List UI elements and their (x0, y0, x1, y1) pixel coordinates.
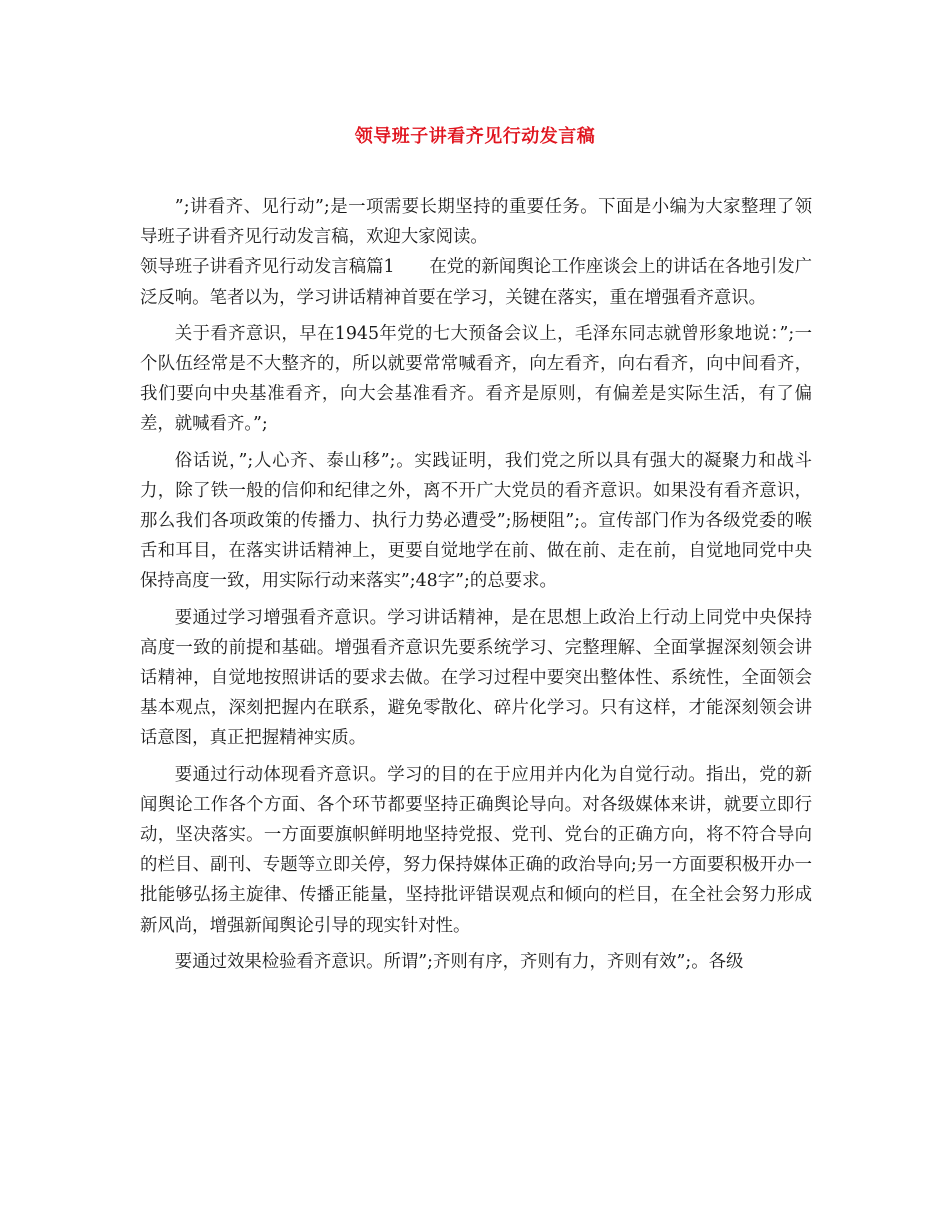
document-title: 领导班子讲看齐见行动发言稿 (354, 126, 596, 147)
paragraph-section-1: 领导班子讲看齐见行动发言稿篇1 在党的新闻舆论工作座谈会上的讲话在各地引发广泛反响。笔者以为，学习讲话精神首要在学习，关键在落实，重在增强看齐意识。 (140, 257, 812, 308)
paragraph-study: 要通过学习增强看齐意识。学习讲话精神，是在思想上政治上行动上同党中央保持高度一致的前提和基础。增强看齐意识先要系统学习、完整理解、全面掌握深刻领会讲话精神，自觉地按照讲话的要求去做。在学习过程中要突出整体性、系统性，全面领会基本观点，深刻把握内在联系，避免零散化、碎片化学习。只有这样，才能深刻领会讲话意图，真正把握精神实质。 (140, 607, 812, 749)
document-body (140, 192, 812, 983)
paragraph-effect: 要通过效果检验看齐意识。所谓”;齐则有序，齐则有力，齐则有效”;。各级 (174, 951, 744, 972)
paragraph-saying: 俗话说，”;人心齐、泰山移”;。实践证明，我们党之所以具有强大的凝聚力和战斗力，除了铁一般的信仰和纪律之外，离不开广大党员的看齐意识。如果没有看齐意识，那么我们各项政策的传播力、执行力势必遭受”;肠梗阻”;。宣传部门作为各级党委的喉舌和耳目，在落实讲话精神上，更要自觉地学在前、做在前、走在前，自觉地同党中央保持高度一致，用实际行动来落实”;48字”;的总要求。 (140, 450, 812, 592)
paragraph-history: 关于看齐意识，早在1945年党的七大预备会议上，毛泽东同志就曾形象地说：”;一个队伍经常是不大整齐的，所以就要常常喊看齐，向左看齐，向右看齐，向中间看齐，我们要向中央基准看齐，向大会基准看齐。看齐是原则，有偏差是实际生活，有了偏差，就喊看齐。”; (140, 323, 812, 435)
paragraph-action: 要通过行动体现看齐意识。学习的目的在于应用并内化为自觉行动。指出，党的新闻舆论工作各个方面、各个环节都要坚持正确舆论导向。对各级媒体来讲，就要立即行动，坚决落实。一方面要旗帜鲜明地坚持党报、党刊、党台的正确方向，将不符合导向的栏目、副刊、专题等立即关停，努力保持媒体正确的政治导向;另一方面要积极开办一批能够弘扬主旋律、传播正能量，坚持批评错误观点和倾向的栏目，在全社会努力形成新风尚，增强新闻舆论引导的现实针对性。 (140, 764, 812, 936)
paragraph-intro: ”;讲看齐、见行动”;是一项需要长期坚持的重要任务。下面是小编为大家整理了领导班子讲看齐见行动发言稿，欢迎大家阅读。 (140, 197, 812, 248)
